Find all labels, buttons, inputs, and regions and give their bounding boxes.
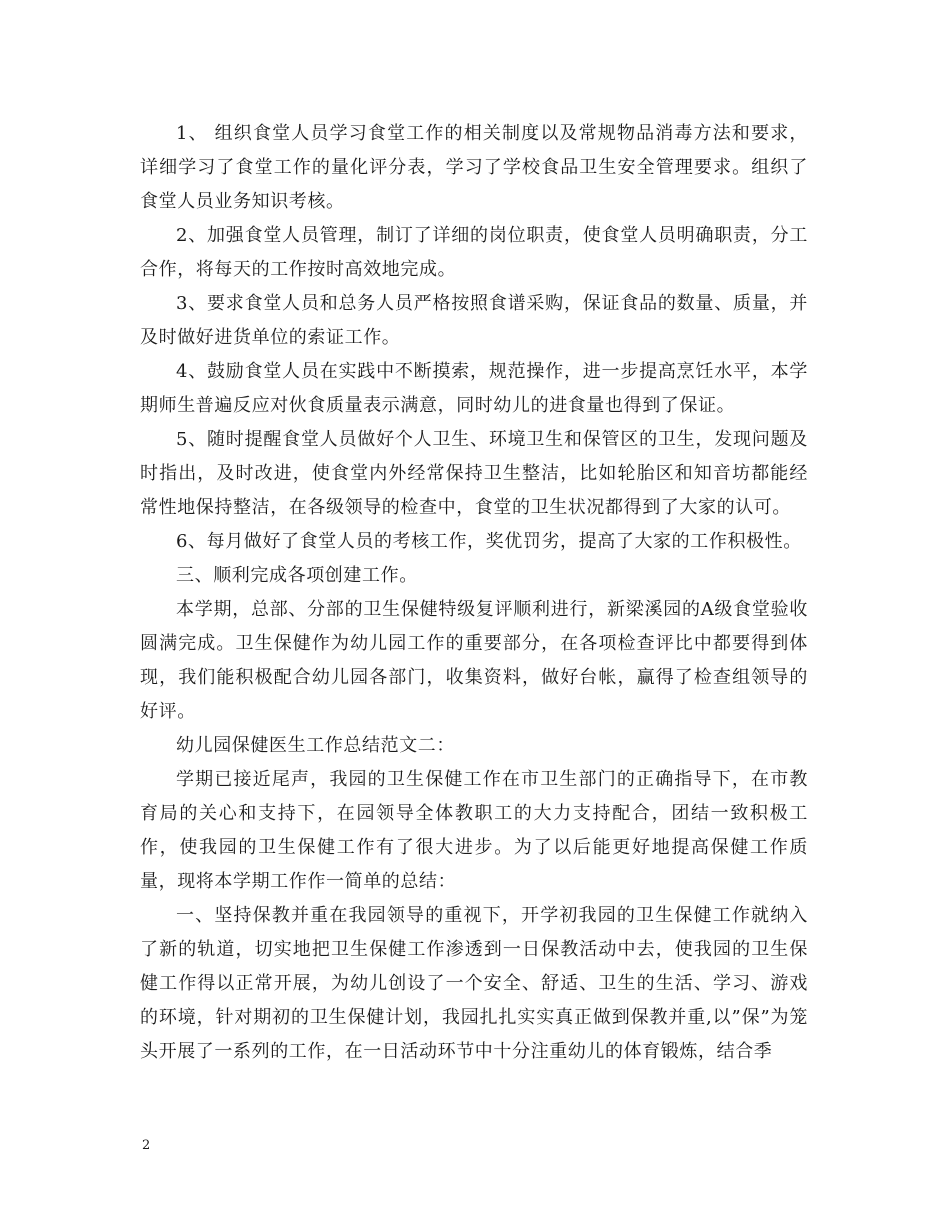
paragraph-semester: 本学期，总部、分部的卫生保健特级复评顺利进行，新梁溪园的A级食堂验收圆满完成。卫生保健作为幼儿园工作的重要部分，在各项检查评比中都要得到体现，我们能积极配合幼儿园各部门，收集资料，做好台帐，赢得了检查组领导的好评。 — [140, 599, 808, 722]
paragraph-item-1: 1、 组织食堂人员学习食堂工作的相关制度以及常规物品消毒方法和要求，详细学习了食堂工作的量化评分表，学习了学校食品卫生安全管理要求。组织了食堂人员业务知识考核。 — [140, 123, 808, 212]
subtitle: 幼儿园保健医生工作总结范文二： — [176, 735, 455, 756]
section-heading: 三、顺利完成各项创建工作。 — [176, 565, 418, 586]
paragraph-item-3: 3、要求食堂人员和总务人员严格按照食谱采购，保证食品的数量、质量，并及时做好进货单位的索证工作。 — [140, 293, 808, 348]
paragraph-item-5: 5、随时提醒食堂人员做好个人卫生、环境卫生和保管区的卫生，发现问题及时指出，及时改进，使食堂内外经常保持卫生整洁，比如轮胎区和知音坊都能经常性地保持整洁，在各级领导的检查中，食堂的卫生状况都得到了大家的认可。 — [140, 429, 808, 518]
paragraph-item-6: 6、每月做好了食堂人员的考核工作，奖优罚劣，提高了大家的工作积极性。 — [176, 531, 802, 552]
paragraph-intro: 学期已接近尾声，我园的卫生保健工作在市卫生部门的正确指导下，在市教育局的关心和支持下，在园领导全体教职工的大力支持配合，团结一致积极工作，使我园的卫生保健工作有了很大进步。为了以后能更好地提高保健工作质量，现将本学期工作作一简单的总结： — [140, 769, 808, 892]
page-number: 2 — [142, 1138, 151, 1153]
paragraph-item-4: 4、鼓励食堂人员在实践中不断摸索，规范操作，进一步提高烹饪水平，本学期师生普遍反应对伙食质量表示满意，同时幼儿的进食量也得到了保证。 — [140, 361, 808, 416]
paragraph-item-2: 2、加强食堂人员管理，制订了详细的岗位职责，使食堂人员明确职责，分工合作，将每天的工作按时高效地完成。 — [140, 225, 808, 280]
document-body — [140, 117, 808, 1069]
paragraph-section-one: 一、坚持保教并重在我园领导的重视下，开学初我园的卫生保健工作就纳入了新的轨道，切实地把卫生保健工作渗透到一日保教活动中去，使我园的卫生保健工作得以正常开展，为幼儿创设了一个安全、舒适、卫生的生活、学习、游戏的环境，针对期初的卫生保健计划，我园扎扎实实真正做到保教并重,以”保”为笼头开展了一系列的工作，在一日活动环节中十分注重幼儿的体育锻炼，结合季 — [140, 905, 808, 1062]
